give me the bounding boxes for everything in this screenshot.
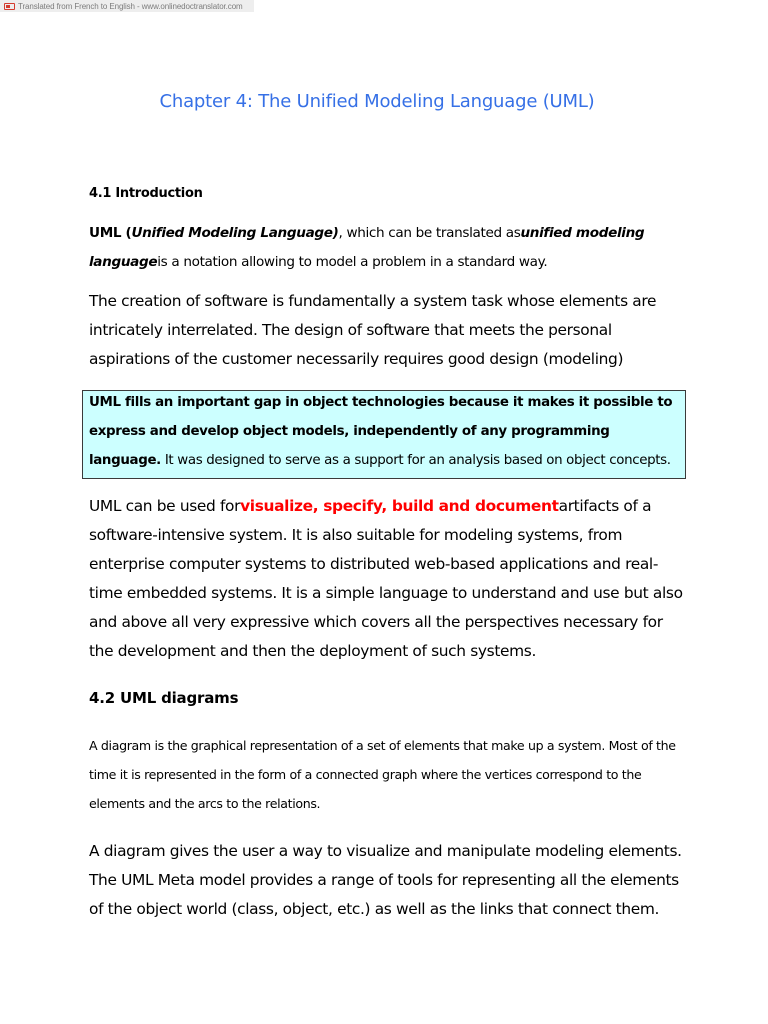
highlight-box <box>82 390 686 479</box>
highlight-box-bold-text: UML fills an important gap in object technologies because it makes it possible to express and develop object models, independently of any programming language. <box>89 395 673 468</box>
section-heading-uml-diagrams: 4.2 UML diagrams <box>89 689 239 707</box>
intro-paragraph-uml-definition <box>89 219 689 277</box>
translator-banner[interactable] <box>0 0 254 12</box>
diagrams-paragraph-usage: A diagram gives the user a way to visualize and manipulate modeling elements. The UML Meta model provides a range of tools for representing all the elements of the object world (class, object, etc.) as well as the links that connect them. <box>89 842 682 918</box>
uml-full-name: Unified Modeling Language) <box>131 225 339 241</box>
diagrams-paragraph-definition: A diagram is the graphical representation of a set of elements that make up a system. Most of the time it is represented in the form of a connected graph where the vertices correspond to the elements and the arcs to the relations. <box>89 738 676 811</box>
uml-translated-term: unified modeling language <box>89 225 645 270</box>
uml-usage-rest: artifacts of a software-intensive system. It is also suitable for modeling systems, from enterprise computer systems to distributed web-based applications and real-time embedded systems. It is a simple language to understand and use but also and above all very expressive which covers all the perspectives necessary for the development and then the deployment of such systems. <box>89 497 683 660</box>
uml-usage-emphasis: visualize, specify, build and document <box>240 497 559 515</box>
uml-label: UML ( <box>89 225 132 241</box>
pdf-translator-icon <box>4 3 15 10</box>
translator-banner-text[interactable]: Translated from French to English - www.onlinedoctranslator.com <box>18 1 243 11</box>
section-heading-introduction: 4.1 Introduction <box>89 186 203 201</box>
intro-paragraph-uml-usage <box>89 492 689 666</box>
chapter-title: Chapter 4: The Unified Modeling Language (UML) <box>159 91 595 112</box>
intro-paragraph-software-creation: The creation of software is fundamentally a system task whose elements are intricately interrelated. The design of software that meets the personal aspirations of the customer necessarily requires good design (modeling) <box>89 292 657 368</box>
uml-definition-mid: , which can be translated as <box>338 225 521 241</box>
highlight-box-text <box>89 388 683 475</box>
uml-usage-start: UML can be used for <box>89 497 241 515</box>
uml-definition-rest: is a notation allowing to model a problem in a standard way. <box>157 254 548 270</box>
highlight-box-rest-text: It was designed to serve as a support for an analysis based on object concepts. <box>160 453 671 468</box>
